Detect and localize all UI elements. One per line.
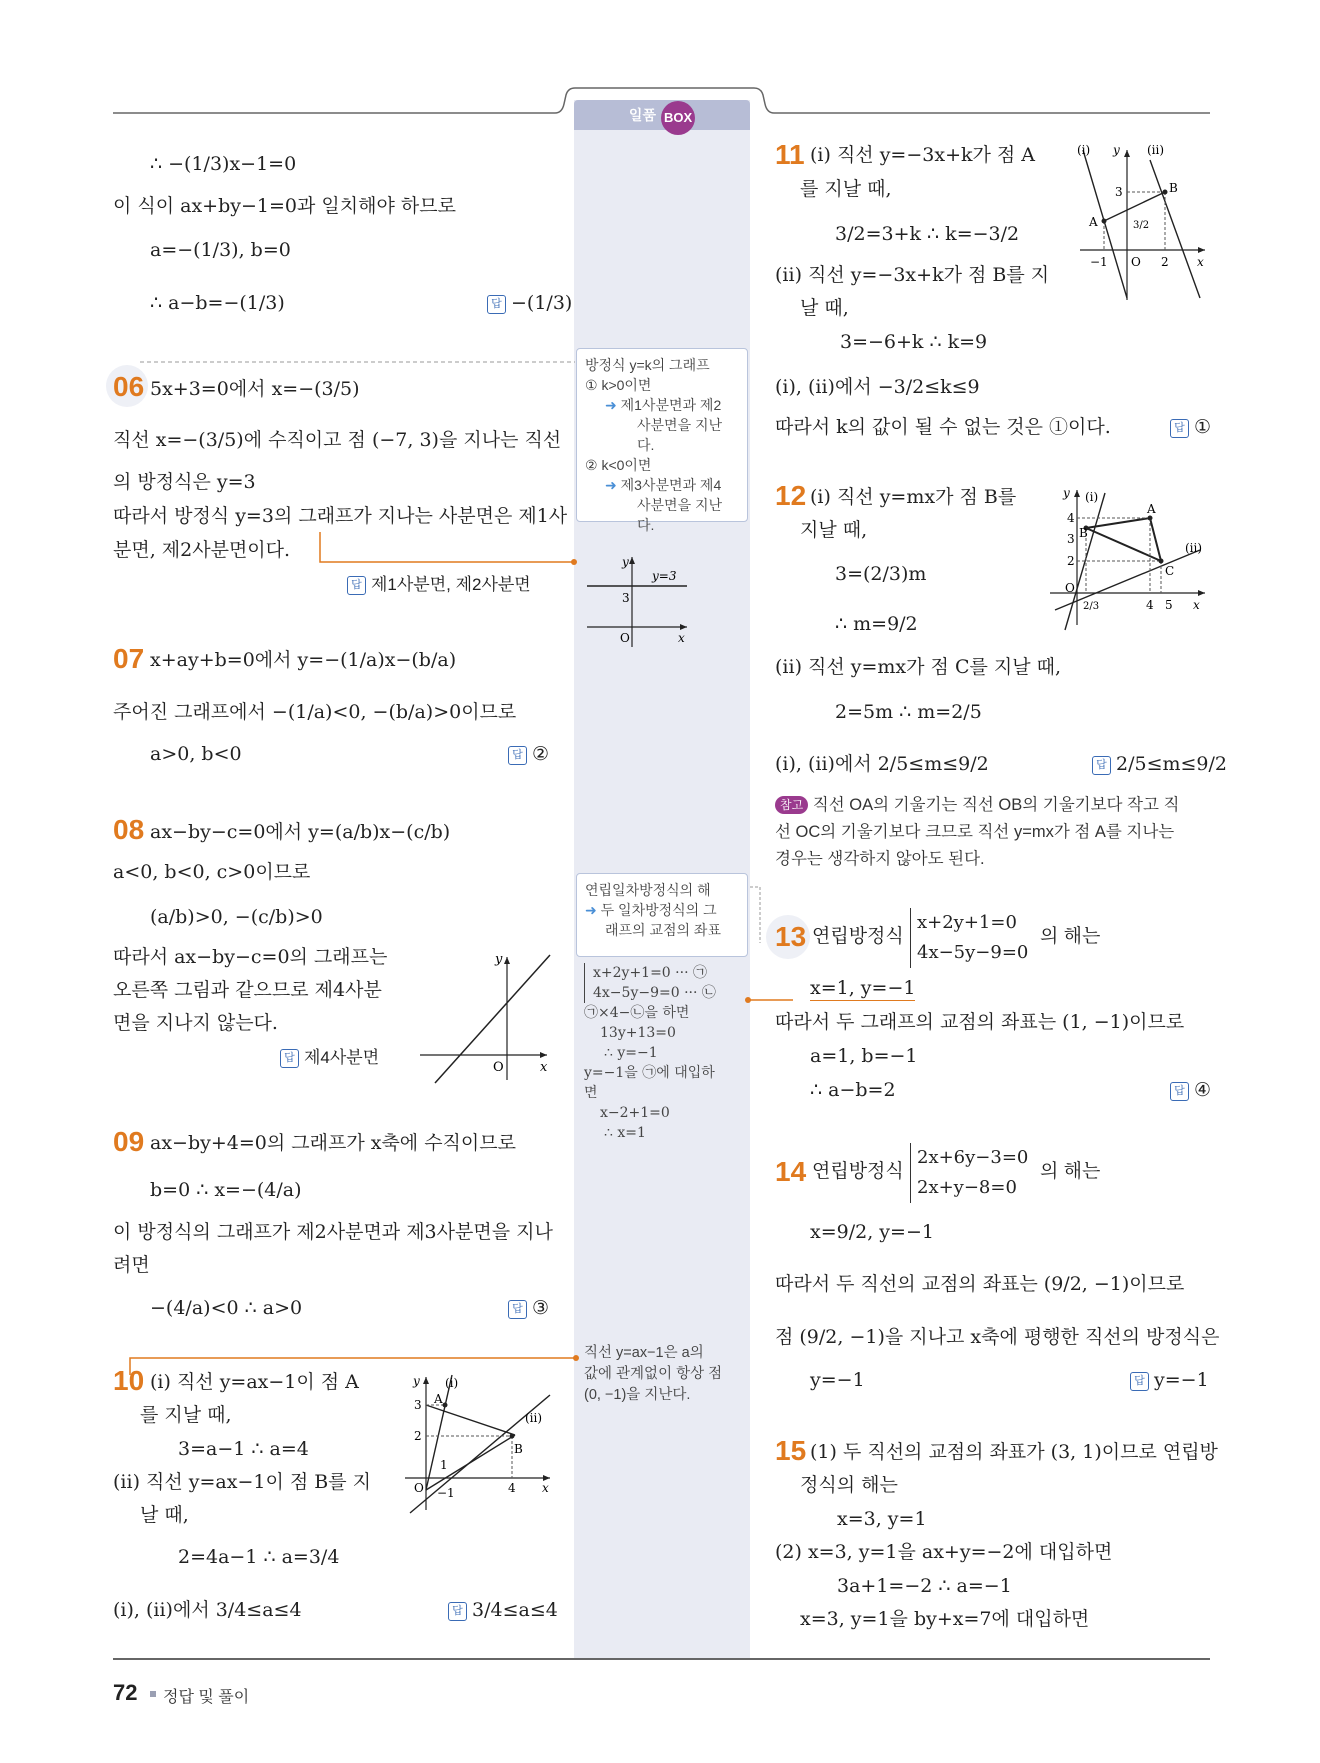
p09-line1: ax−by+4=0의 그래프가 x축에 수직이므로	[150, 1132, 516, 1154]
p12-graph-point-c: C	[1165, 564, 1175, 578]
p11-graph	[1075, 140, 1210, 305]
p12-note-l2: 선 OC의 기울기보다 크므로 직선 y=mx가 점 A를 지나는	[775, 823, 1175, 841]
p06-line5: 분면, 제2사분면이다.	[113, 539, 291, 561]
p13-line1b: 의 해는	[1040, 926, 1101, 947]
side-work-13-l4: 13y+13=0	[600, 1025, 676, 1041]
p14-system	[910, 1143, 1028, 1203]
p10-graph-xlabel: x	[542, 1481, 549, 1495]
p12-graph-tick-23: 2/3	[1083, 601, 1100, 612]
side-work-13-eq1: x+2y+1=0 ··· ㉠	[584, 963, 738, 983]
p06-answer-value: 제1사분면, 제2사분면	[371, 575, 531, 594]
p10-graph-origin: O	[414, 1481, 424, 1495]
answer-icon: 답	[1092, 756, 1111, 775]
p06-line1: 5x+3=0에서 x=−(3/5)	[150, 378, 360, 400]
p13-line4: a=1, b=−1	[810, 1045, 918, 1067]
p07-answer	[508, 742, 549, 766]
answer-icon: 답	[448, 1602, 467, 1621]
p11-graph-tick-3: 3	[1115, 185, 1123, 199]
p10-graph-point-b: B	[514, 1442, 523, 1456]
side-work-13-l3: ㉠×4−㉡을 하면	[584, 1005, 690, 1021]
p12-line1: (i) 직선 y=mx가 점 B를	[810, 486, 1017, 508]
p15-line6: x=3, y=1을 by+x=7에 대입하면	[800, 1608, 1090, 1630]
p10-graph-tick-2: 2	[414, 1429, 422, 1443]
p12-note-l1: 직선 OA의 기울기는 직선 OB의 기울기보다 작고 직	[812, 796, 1180, 814]
p12-number: 12	[775, 480, 807, 511]
side-note-10	[584, 1343, 722, 1406]
p05-answer	[487, 291, 572, 315]
p08-line2: a<0, b<0, c>0이므로	[113, 861, 311, 883]
p10-graph-ylabel: y	[413, 1374, 420, 1388]
p10-line5: 날 때,	[140, 1504, 189, 1526]
p10-graph	[400, 1365, 560, 1515]
p07-line3: a>0, b<0	[150, 743, 242, 765]
p12-graph-xlabel: x	[1193, 598, 1200, 612]
answer-icon: 답	[508, 1300, 527, 1319]
p09-answer	[508, 1296, 549, 1320]
p11-line1: (i) 직선 y=−3x+k가 점 A	[810, 144, 1036, 166]
p05-line1: ∴ −(1/3)x−1=0	[150, 153, 297, 175]
p09-number: 09	[113, 1126, 145, 1157]
p15-line5: 3a+1=−2 ∴ a=−1	[837, 1575, 1012, 1597]
side-note-13-a: 두 일차방정식의 그	[600, 902, 717, 918]
p15-number: 15	[775, 1435, 807, 1466]
footer-section: 정답 및 풀이	[163, 1689, 250, 1706]
p10-graph-tick-1: 1	[440, 1458, 448, 1472]
side-work-13-l6: y=−1을 ㉠에 대입하	[584, 1065, 715, 1081]
footer-bullet	[150, 1691, 156, 1697]
arrow-right-icon: ➜	[605, 477, 617, 493]
p06-line3: 의 방정식은 y=3	[113, 471, 256, 493]
p11-graph-label-i: (i)	[1077, 143, 1091, 157]
side-note-13-title: 연립일차방정식의 해	[585, 882, 711, 898]
p12-graph-ylabel: y	[1063, 486, 1070, 500]
p10-graph-tick-m1: −1	[437, 1486, 455, 1500]
p10-line3: 3=a−1 ∴ a=4	[178, 1438, 309, 1460]
p13-answer	[1170, 1078, 1211, 1102]
box-badge: BOX	[661, 101, 695, 135]
p05-line4: ∴ a−b=−(1/3)	[150, 292, 285, 314]
p12-line7: (i), (ii)에서 2/5≤m≤9/2	[775, 753, 989, 775]
p15-line2: 정식의 해는	[800, 1474, 898, 1496]
answer-icon: 답	[1170, 1082, 1189, 1101]
p09-line4: 려면	[113, 1254, 150, 1276]
p11-number: 11	[775, 139, 805, 170]
p11-graph-ylabel: y	[1113, 143, 1120, 157]
side-note-10-l1: 직선 y=ax−1은 a의	[584, 1345, 704, 1361]
p10-graph-label-i: (i)	[445, 1376, 459, 1390]
p12-graph-tick-4: 4	[1067, 511, 1075, 525]
p08-graph-ylabel: y	[495, 952, 503, 967]
p08-line6: 면을 지나지 않는다.	[113, 1012, 278, 1034]
answer-icon: 답	[280, 1049, 299, 1068]
p10-line6: 2=4a−1 ∴ a=3/4	[178, 1546, 340, 1568]
p07-answer-value: ②	[532, 743, 550, 765]
p12-graph-point-b: B	[1079, 526, 1088, 540]
answer-icon: 답	[1170, 419, 1189, 438]
p11-line4: (ii) 직선 y=−3x+k가 점 B를 지	[775, 264, 1050, 286]
side-graph-06-line-label: y=3	[652, 569, 677, 583]
p14-line5: y=−1	[810, 1369, 865, 1391]
side-note-06-case2-b: 사분면을 지난다.	[637, 497, 723, 533]
p06-answer	[347, 572, 531, 597]
side-note-06-case2: ② k<0이면	[585, 457, 652, 473]
side-note-06	[576, 348, 748, 533]
side-note-06-case1: ① k>0이면	[585, 377, 652, 393]
p12-line5: (ii) 직선 y=mx가 점 C를 지날 때,	[775, 656, 1062, 678]
p12-graph-tick-4x: 4	[1146, 598, 1154, 612]
side-note-13-dashed	[748, 885, 768, 945]
p13-eq2: 4x−5y−9=0	[917, 942, 1029, 963]
p08-line3: (a/b)>0, −(c/b)>0	[150, 906, 323, 928]
p12-answer-value: 2/5≤m≤9/2	[1116, 753, 1228, 775]
side-tab-label: 일품	[628, 107, 656, 123]
p14-answer	[1130, 1368, 1209, 1392]
p13-answer-value: ④	[1194, 1079, 1212, 1101]
p09-line5: −(4/a)<0 ∴ a>0	[150, 1297, 303, 1319]
p09-line3: 이 방정식의 그래프가 제2사분면과 제3사분면을 지나	[113, 1221, 553, 1243]
p12-graph-tick-2: 2	[1067, 554, 1075, 568]
arrow-right-icon: ➜	[605, 397, 617, 413]
p14-line1: 연립방정식	[812, 1161, 904, 1182]
p11-graph-tick-2: 2	[1161, 255, 1169, 269]
p05-line2: 이 식이 ax+by−1=0과 일치해야 하므로	[113, 195, 456, 217]
p11-line2: 를 지날 때,	[800, 178, 892, 200]
side-note-06-title: 방정식 y=k의 그래프	[585, 357, 710, 373]
p11-graph-xlabel: x	[1197, 255, 1204, 269]
p14-line1b: 의 해는	[1040, 1161, 1101, 1182]
side-work-13	[576, 957, 746, 1209]
p13-line5: ∴ a−b=2	[810, 1079, 896, 1101]
p08-number: 08	[113, 814, 145, 845]
p11-graph-tick-32: 3/2	[1133, 220, 1150, 231]
p12-graph-origin: O	[1065, 581, 1075, 595]
p06-dashed-connector	[100, 360, 580, 364]
p08-graph	[415, 945, 555, 1085]
p11-line6: 3=−6+k ∴ k=9	[840, 331, 988, 353]
side-work-13-l8: x−2+1=0	[600, 1105, 670, 1121]
side-note-13-b: 래프의 교점의 좌표	[605, 922, 721, 938]
p12-line4: ∴ m=9/2	[835, 613, 918, 635]
side-note-10-l3: (0, −1)을 지난다.	[584, 1387, 691, 1403]
p11-graph-origin: O	[1131, 255, 1141, 269]
side-work-13-l5: ∴ y=−1	[604, 1045, 658, 1061]
p11-line8: 따라서 k의 값이 될 수 없는 것은 ①이다.	[775, 416, 1111, 438]
footer-rule	[113, 1658, 1210, 1660]
side-work-13-l7: 면	[584, 1085, 598, 1101]
p10-answer-value: 3/4≤a≤4	[472, 1599, 558, 1621]
p13-line1: 연립방정식	[812, 926, 904, 947]
p11-graph-tick-m1: −1	[1090, 255, 1108, 269]
p11-graph-label-ii: (ii)	[1147, 143, 1165, 157]
p14-eq2: 2x+y−8=0	[917, 1177, 1017, 1198]
p10-line7: (i), (ii)에서 3/4≤a≤4	[113, 1599, 302, 1621]
p07-line2: 주어진 그래프에서 −(1/a)<0, −(b/a)>0이므로	[113, 701, 517, 723]
p12-note-tag: 참고	[775, 796, 808, 814]
p14-eq1: 2x+6y−3=0	[917, 1147, 1029, 1168]
p12-line2: 지날 때,	[800, 519, 868, 541]
p11-line5: 날 때,	[800, 297, 849, 319]
side-note-13-line2	[585, 900, 739, 920]
p07-number: 07	[113, 643, 145, 674]
p14-line2: x=9/2, y=−1	[810, 1221, 934, 1243]
p13-eq1: x+2y+1=0	[917, 912, 1017, 933]
p11-line7: (i), (ii)에서 −3/2≤k≤9	[775, 376, 980, 398]
answer-icon: 답	[347, 576, 366, 595]
side-note-06-case2-a: 제3사분면과 제4	[620, 477, 722, 493]
side-graph-06-origin: O	[620, 631, 630, 645]
p12-graph	[1045, 485, 1210, 635]
p08-line1: ax−by−c=0에서 y=(a/b)x−(c/b)	[150, 821, 451, 843]
side-work-13-l9: ∴ x=1	[604, 1125, 646, 1141]
p14-line3: 따라서 두 직선의 교점의 좌표는 (9/2, −1)이므로	[775, 1273, 1185, 1295]
p11-graph-point-a: A	[1089, 215, 1098, 229]
p13-connector	[745, 990, 795, 1010]
side-graph-06-tick: 3	[622, 591, 630, 605]
arrow-right-icon: ➜	[585, 902, 597, 918]
p15-line1: (1) 두 직선의 교점의 좌표가 (3, 1)이므로 연립방	[810, 1441, 1218, 1463]
side-tab	[574, 100, 750, 130]
p08-answer-value: 제4사분면	[304, 1048, 380, 1067]
p14-answer-value: y=−1	[1154, 1369, 1209, 1391]
p12-graph-tick-3: 3	[1067, 532, 1075, 546]
p10-graph-tick-3: 3	[414, 1398, 422, 1412]
p05-line3: a=−(1/3), b=0	[150, 239, 291, 261]
p12-graph-label-ii: (ii)	[1185, 541, 1203, 555]
p10-number: 10	[113, 1365, 145, 1396]
p11-line3: 3/2=3+k ∴ k=−3/2	[835, 223, 1020, 245]
answer-icon: 답	[487, 295, 506, 314]
p12-line3: 3=(2/3)m	[835, 563, 927, 585]
p10-line2: 를 지날 때,	[140, 1404, 232, 1426]
p08-graph-xlabel: x	[540, 1060, 548, 1075]
side-note-10-l2: 값에 관계없이 항상 점	[584, 1366, 723, 1382]
side-graph-06-ylabel: y	[622, 555, 629, 569]
p12-graph-tick-5x: 5	[1165, 598, 1173, 612]
p13-system	[910, 908, 1028, 968]
p06-line2: 직선 x=−(3/5)에 수직이고 점 (−7, 3)을 지나는 직선	[113, 429, 562, 451]
p12-answer	[1092, 752, 1227, 776]
page-number: 72	[113, 1680, 138, 1705]
p12-note	[775, 792, 1210, 873]
p06-line4: 따라서 방정식 y=3의 그래프가 지나는 사분면은 제1사	[113, 505, 568, 527]
side-graph-06	[582, 552, 692, 652]
p08-line5: 오른쪽 그림과 같으므로 제4사분	[113, 979, 382, 1001]
p12-graph-point-a: A	[1147, 502, 1156, 516]
side-note-06-case2-text1	[585, 475, 739, 495]
p09-line2: b=0 ∴ x=−(4/a)	[150, 1179, 302, 1201]
p14-line4: 점 (9/2, −1)을 지나고 x축에 평행한 직선의 방정식은	[775, 1326, 1220, 1348]
p14-number: 14	[775, 1156, 807, 1187]
p13-number: 13	[775, 921, 807, 952]
p13-line3: 따라서 두 그래프의 교점의 좌표는 (1, −1)이므로	[775, 1011, 1185, 1033]
p10-line4: (ii) 직선 y=ax−1이 점 B를 지	[113, 1471, 371, 1493]
p12-note-l3: 경우는 생각하지 않아도 된다.	[775, 850, 985, 868]
p09-answer-value: ③	[532, 1297, 550, 1319]
p08-line4: 따라서 ax−by−c=0의 그래프는	[113, 946, 388, 968]
side-note-06-case1-a: 제1사분면과 제2	[620, 397, 722, 413]
answer-icon: 답	[508, 746, 527, 765]
p12-graph-label-i: (i)	[1085, 490, 1099, 504]
p11-graph-point-b: B	[1169, 181, 1178, 195]
p10-graph-point-a: A	[434, 1392, 443, 1406]
p13-line2: x=1, y=−1	[810, 977, 916, 999]
p11-answer-value: ①	[1194, 416, 1212, 438]
p08-answer	[280, 1045, 379, 1070]
p12-line6: 2=5m ∴ m=2/5	[835, 701, 982, 723]
p05-answer-value: −(1/3)	[511, 292, 573, 314]
p11-answer	[1170, 415, 1211, 439]
p07-line1: x+ay+b=0에서 y=−(1/a)x−(b/a)	[150, 649, 457, 671]
p06-number: 06	[113, 371, 145, 402]
p06-connector	[310, 530, 580, 570]
side-note-13	[576, 873, 748, 957]
p10-line1: (i) 직선 y=ax−1이 점 A	[150, 1371, 359, 1393]
side-note-06-case1-b: 사분면을 지난다.	[637, 417, 723, 453]
p08-graph-origin: O	[493, 1060, 504, 1075]
p10-graph-label-ii: (ii)	[525, 1411, 543, 1425]
p10-answer	[448, 1598, 558, 1622]
answer-icon: 답	[1130, 1372, 1149, 1391]
p15-line4: (2) x=3, y=1을 ax+y=−2에 대입하면	[775, 1541, 1113, 1563]
p15-line3: x=3, y=1	[837, 1508, 927, 1530]
side-note-06-case1-text1	[585, 395, 739, 415]
p10-graph-tick-4: 4	[508, 1481, 516, 1495]
side-work-13-eq2: 4x−5y−9=0 ··· ㉡	[584, 983, 738, 1003]
side-graph-06-xlabel: x	[678, 631, 685, 645]
